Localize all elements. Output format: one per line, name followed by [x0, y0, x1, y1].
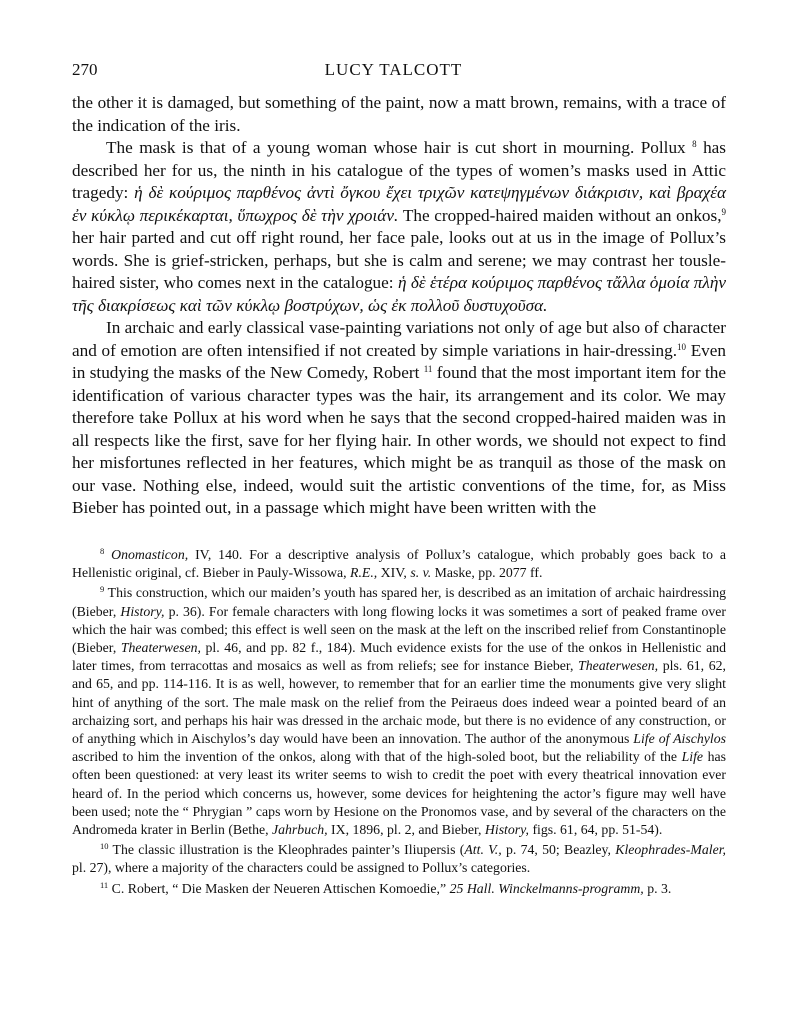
page-number: 270	[72, 60, 98, 79]
text: Even in studying the masks of the New Comedy, Robert	[72, 340, 727, 382]
title-italic: Jahrbuch,	[272, 822, 328, 838]
greek-quotation: ἡ δὲ κούριμος παρθένος ἀντὶ ὄγκου ἔχει τριχῶν κατεψηγμένων διάκρισιν, καὶ βραχέα ἐν κύκλῳ περικέκαρται, ὕπωχρος δὲ τὴν χροιάν.	[72, 183, 727, 225]
title-italic: Theaterwesen,	[120, 640, 201, 656]
text: IX, 1896, pl. 2, and Bieber,	[331, 822, 482, 838]
text: pls. 61, 62, and 65, and pp. 114-116. It is as well, however, to remember that for an earlier time the monuments give very slight hint of anything of the sort. The male mask on the relief from the Peiraeus does indeed wear a pointed beard of an archaizing sort, and perhaps his hair was dressed in the archaic mode, but there is no evidence of any construction, or of anything which in Aischylos’s day would have been an innovation. The author of the anonymous	[72, 658, 726, 747]
footnote-number: 9	[100, 584, 105, 595]
page-header	[72, 60, 715, 84]
title-italic: Life	[681, 749, 704, 765]
paragraph-continued: the other it is damaged, but something of the paint, now a matt brown, remains, with a trace of the indication of the iris.	[72, 93, 726, 135]
text: Maske, pp. 2077 ff.	[434, 565, 543, 581]
text: This construction, which our maiden’s youth has spared her, is described as an imitation of archaic hairdressing (Bieber,	[72, 585, 726, 619]
text: has described her for us, the ninth in his catalogue of the types of women’s masks used in Attic tragedy:	[72, 138, 726, 202]
greek-quotation: ἡ δὲ ἑτέρα κούριμος παρθένος τἄλλα ὁμοία πλὴν τῆς διακρίσεως καὶ τῶν κύκλῳ βοστρύχων, ὡς ἐκ πολλοῦ δυστυχοῦσα.	[72, 273, 727, 315]
title-italic: R.E.,	[350, 565, 378, 581]
text: The mask is that of a young woman whose hair is cut short in mourning. Pollux	[106, 138, 686, 157]
text: pl. 46, and pp. 82 f., 184). Much evidence exists for the use of the onkos in Hellenistic and later times, from terracottas and mosaics as well as from reliefs; see for instance Bieber,	[72, 640, 727, 674]
text: p. 74, 50; Beazley,	[505, 842, 611, 858]
footnote-number: 10	[100, 841, 109, 852]
footnote-ref-10[interactable]: 10	[677, 341, 686, 352]
text: has often been questioned: at very least its writer seems to wish to credit the poet with every theatrical innovation ever heard of. In the period which concerns us, however, some devices for heightening the actor’s figure may well have been used; note the “ Phrygian ” caps worn by Hesione on the Pronomos vase, and by several of the characters on the Andromeda krater in Berlin (Bethe,	[72, 749, 727, 838]
text: In archaic and early classical vase-painting variations not only of age but also of character and of emotion are often intensified if not created by simple variations in hair-dressing.	[72, 318, 726, 360]
text: figs. 61, 64, pp. 51-54).	[532, 822, 663, 838]
footnote-number: 8	[100, 546, 105, 556]
paragraph-mask	[72, 137, 726, 317]
footnote-number: 11	[100, 879, 109, 890]
footnote-8	[72, 546, 726, 582]
text: IV, 140. For a descriptive analysis of Pollux’s catalogue, which probably goes back to a Hellenistic original, cf. Bieber in Pauly-Wissowa,	[72, 547, 727, 581]
text: The cropped-haired maiden without an onkos,	[402, 205, 722, 225]
text: The classic illustration is the Kleophrades painter’s Iliupersis (	[112, 842, 465, 858]
main-text	[72, 92, 726, 520]
title-italic: Kleophrades-Maler,	[615, 842, 726, 858]
footnote-9	[72, 584, 726, 839]
footnote-ref-11[interactable]: 11	[423, 364, 433, 374]
title-italic: Life of Aischylos	[633, 731, 726, 747]
text: C. Robert, “ Die Masken der Neueren Attischen Komoedie,”	[111, 880, 447, 896]
text: p. 36). For female characters with long flowing locks it was sometimes a sort of peaked frame over which the hair was combed; this effect is well seen on the mask at the left on the inscribed relief from Constantinople (Bieber,	[72, 603, 727, 656]
title-italic: History,	[120, 603, 165, 619]
footnotes	[72, 546, 726, 900]
running-title: LUCY TALCOTT	[324, 60, 463, 79]
footnote-ref-9[interactable]: 9	[721, 206, 727, 217]
footnote-ref-8[interactable]: 8	[692, 139, 697, 149]
title-italic: History,	[484, 822, 529, 838]
paragraph-hair-dressing	[72, 317, 726, 520]
title-italic: Att. V.,	[464, 842, 502, 858]
title-italic: 25 Hall. Winckelmanns-programm,	[449, 880, 644, 896]
footnote-11	[72, 880, 726, 898]
text: XIV,	[380, 565, 407, 581]
abbrev-italic: s. v.	[410, 565, 432, 581]
title-italic: Onomasticon,	[111, 547, 189, 562]
text: p. 3.	[647, 880, 672, 896]
footnote-10	[72, 841, 726, 877]
title-italic: Theaterwesen,	[578, 658, 659, 674]
text: ascribed to him the invention of the onkos, along with that of the high-soled boot, but the reliability of the	[72, 749, 678, 765]
text: found that the most important item for the identification of various character types was the hair, its arrangement and its color. We may therefore take Pollux at his word when he says that the second cropped-haired maiden was in all respects like the first, save for her flying hair. In other words, we should not expect to find her misfortunes reflected in her features, which might be as tranquil as those of the mask on our vase. Nothing else, indeed, would suit the artistic conventions of the time, for, as Miss Bieber has pointed out, in a passage which might have been written with the	[72, 363, 727, 517]
text: pl. 27), where a majority of the characters could be assigned to Pollux’s categories.	[72, 860, 531, 876]
text: her hair parted and cut off right round, her face pale, looks out at us in the image of Pollux’s words. She is grief-stricken, perhaps, but she is calm and serene; we may contrast her tousle-haired sister, who comes next in the catalogue:	[72, 228, 726, 292]
